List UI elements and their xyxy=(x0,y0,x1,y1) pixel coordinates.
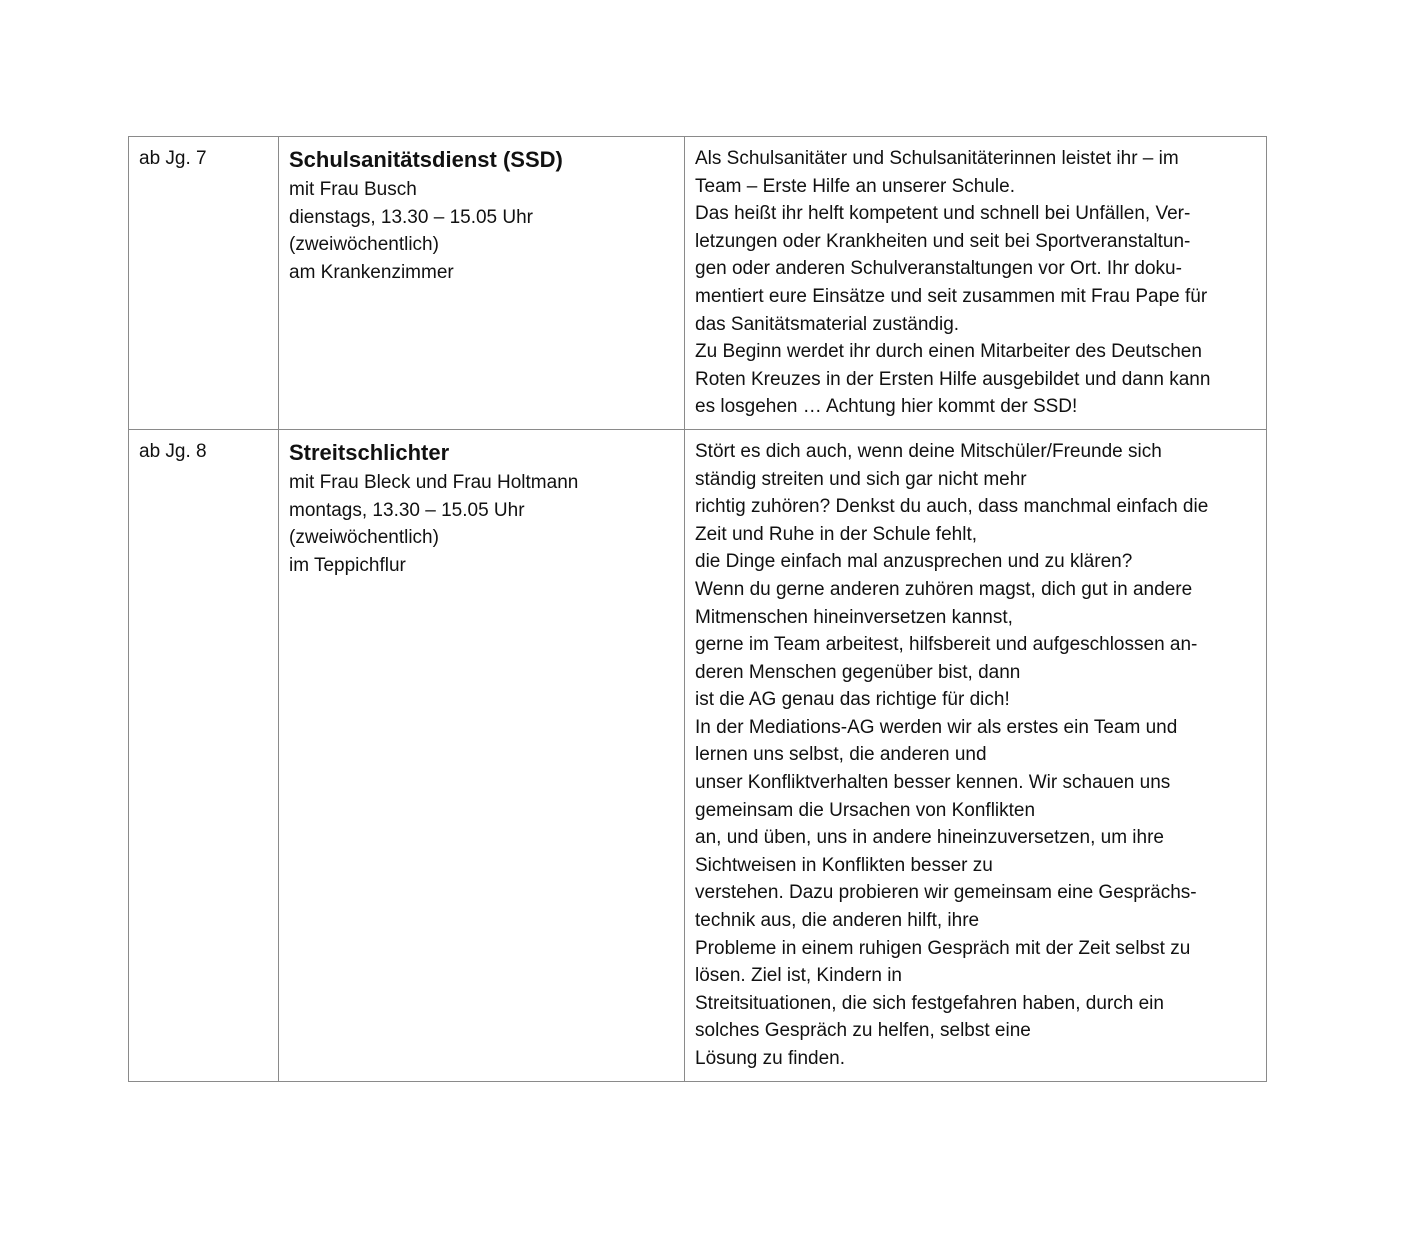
grade-label: ab Jg. 7 xyxy=(139,148,207,169)
location-line: am Krankenzimmer xyxy=(289,261,454,283)
frequency-line: (zweiwöchentlich) xyxy=(289,527,439,549)
description-line: mentiert eure Einsätze und seit zusammen mit Frau Pape für xyxy=(695,285,1208,307)
description-line: Sichtweisen in Konflikten besser zu xyxy=(695,854,993,876)
frequency-line: (zweiwöchentlich) xyxy=(289,234,439,256)
description-line: richtig zuhören? Denkst du auch, dass manchmal einfach die xyxy=(695,496,1209,518)
description-line: Streitsituationen, die sich festgefahren haben, durch ein xyxy=(695,992,1164,1014)
description-line: Als Schulsanitäter und Schulsanitäterinnen leistet ihr – im xyxy=(695,148,1179,169)
table-row-ssd xyxy=(129,137,1267,430)
location-line: im Teppichflur xyxy=(289,554,406,576)
description-line: Das heißt ihr helft kompetent und schnell bei Unfällen, Ver- xyxy=(695,203,1191,225)
description-line: unser Konfliktverhalten besser kennen. Wir schauen uns xyxy=(695,772,1171,794)
description-line: Stört es dich auch, wenn deine Mitschüler/Freunde sich xyxy=(695,440,1162,462)
description-line: verstehen. Dazu probieren wir gemeinsam eine Gesprächs- xyxy=(695,882,1197,904)
description-line: solches Gespräch zu helfen, selbst eine xyxy=(695,1020,1031,1042)
description-line: lösen. Ziel ist, Kindern in xyxy=(695,965,902,987)
ag-title: Streitschlichter xyxy=(289,439,450,465)
teacher-line: mit Frau Bleck und Frau Holtmann xyxy=(289,471,579,493)
description-line: Team – Erste Hilfe an unserer Schule. xyxy=(695,175,1015,197)
description-line: die Dinge einfach mal anzusprechen und zu klären? xyxy=(695,551,1133,573)
description-line: letzungen oder Krankheiten und seit bei Sportveranstaltun- xyxy=(695,230,1191,252)
info-cell xyxy=(279,429,685,1081)
ag-table xyxy=(128,136,1267,1082)
teacher-line: mit Frau Busch xyxy=(289,179,417,200)
description-line: gemeinsam die Ursachen von Konflikten xyxy=(695,799,1036,821)
description-line: gen oder anderen Schulveranstaltungen vor Ort. Ihr doku- xyxy=(695,258,1182,280)
description-line: lernen uns selbst, die anderen und xyxy=(695,744,987,766)
description-line: das Sanitätsmaterial zuständig. xyxy=(695,313,960,335)
description-line: In der Mediations-AG werden wir als erstes ein Team und xyxy=(695,716,1178,738)
grade-label: ab Jg. 8 xyxy=(139,440,207,462)
description-line: Probleme in einem ruhigen Gespräch mit der Zeit selbst zu xyxy=(695,937,1191,959)
schedule-line: montags, 13.30 – 15.05 Uhr xyxy=(289,499,525,521)
description-line: Roten Kreuzes in der Ersten Hilfe ausgebildet und dann kann xyxy=(695,368,1211,390)
description-line: an, und üben, uns in andere hineinzuversetzen, um ihre xyxy=(695,827,1164,849)
table-row-streitschlichter xyxy=(129,429,1267,1081)
description-line: es losgehen … Achtung hier kommt der SSD! xyxy=(695,396,1078,418)
description-line: Zeit und Ruhe in der Schule fehlt, xyxy=(695,523,978,545)
description-line: Zu Beginn werdet ihr durch einen Mitarbeiter des Deutschen xyxy=(695,341,1202,363)
info-cell xyxy=(279,137,685,430)
description-line: deren Menschen gegenüber bist, dann xyxy=(695,661,1021,683)
grade-cell xyxy=(129,137,279,430)
description-line: ständig streiten und sich gar nicht mehr xyxy=(695,468,1027,490)
description-cell xyxy=(685,137,1267,430)
ag-title: Schulsanitätsdienst (SSD) xyxy=(289,147,563,172)
description-line: Lösung zu finden. xyxy=(695,1048,846,1069)
description-line: Mitmenschen hineinversetzen kannst, xyxy=(695,606,1013,628)
grade-cell xyxy=(129,429,279,1081)
description-line: ist die AG genau das richtige für dich! xyxy=(695,689,1010,711)
schedule-line: dienstags, 13.30 – 15.05 Uhr xyxy=(289,206,534,228)
description-cell xyxy=(685,429,1267,1081)
description-line: technik aus, die anderen hilft, ihre xyxy=(695,910,980,932)
description-line: Wenn du gerne anderen zuhören magst, dich gut in andere xyxy=(695,578,1193,600)
description-line: gerne im Team arbeitest, hilfsbereit und aufgeschlossen an- xyxy=(695,634,1198,656)
